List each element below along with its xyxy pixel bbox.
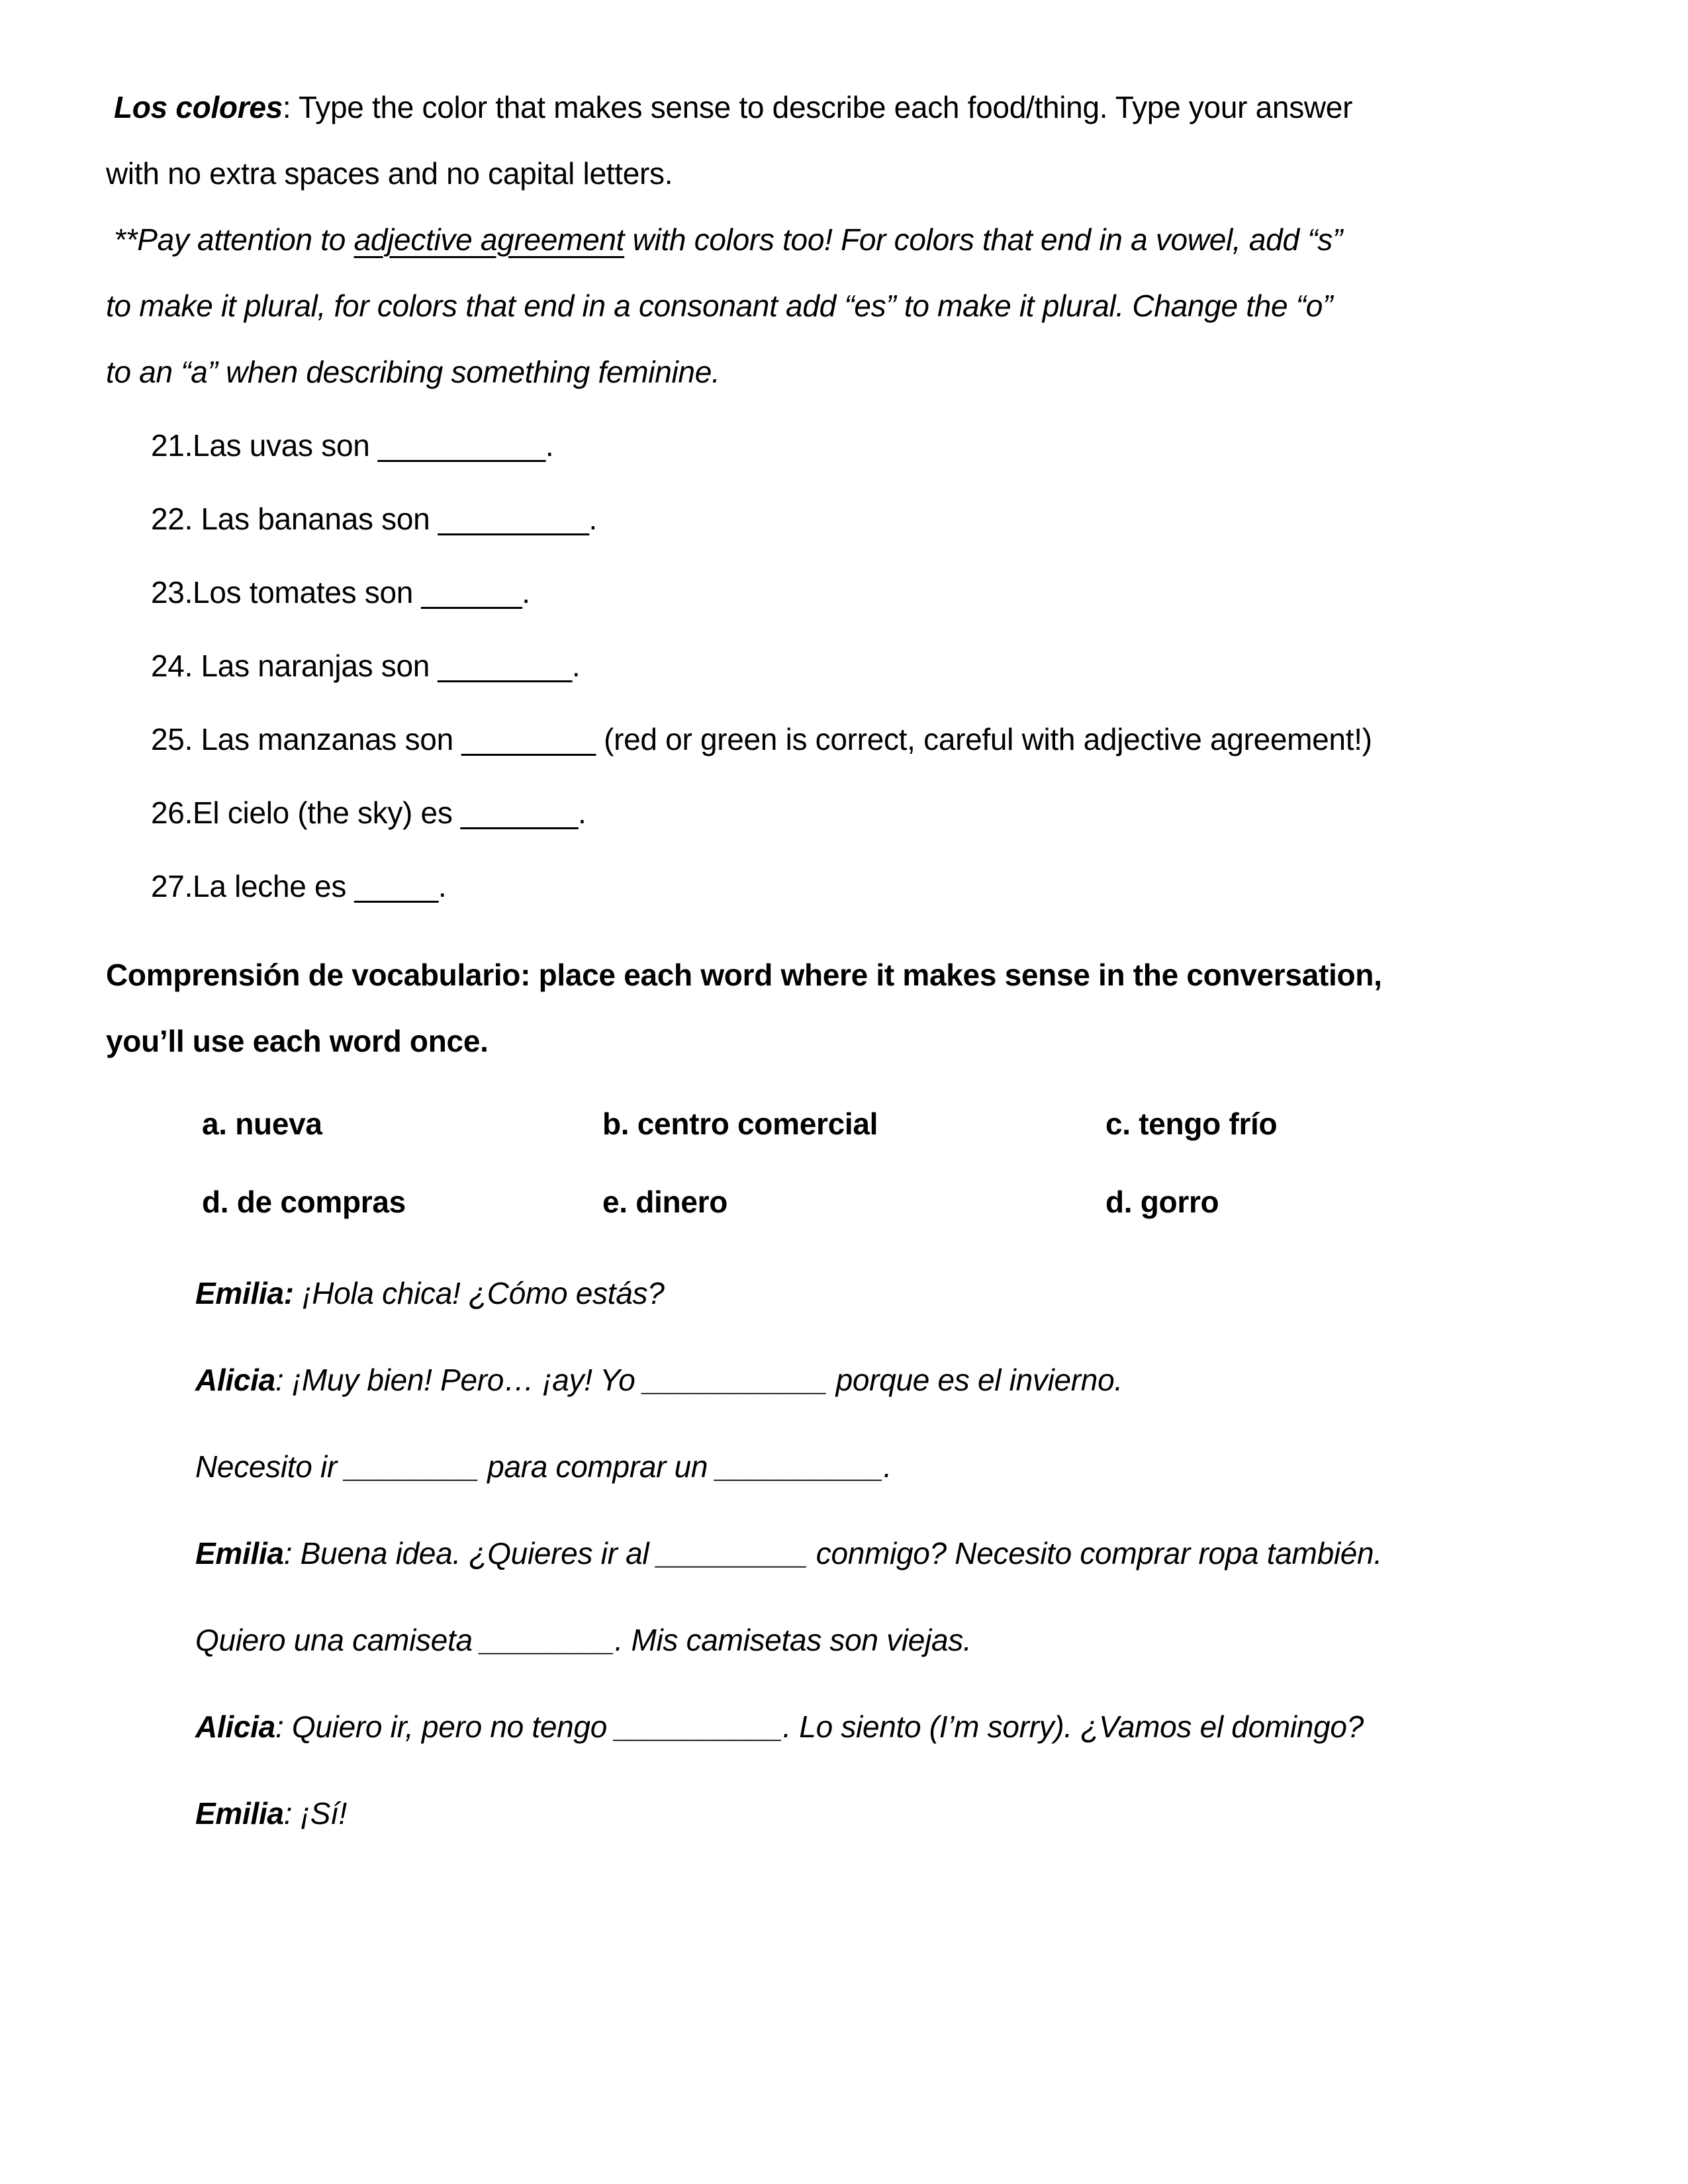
- note-line-1: [106, 206, 1602, 273]
- dialogue-text: : Quiero ir, pero no tengo __________. Lo siento (I’m sorry). ¿Vamos el domingo?: [275, 1709, 1364, 1744]
- color-questions-list: [151, 409, 1602, 923]
- intro-line-2: with no extra spaces and no capital letters.: [106, 156, 673, 191]
- speaker-name: Emilia:: [195, 1276, 294, 1310]
- question-22: 22. Las bananas son _________.: [151, 502, 597, 536]
- dialogue-line-5: [195, 1597, 1602, 1684]
- dialogue-line-1: [195, 1250, 1602, 1337]
- word-bank-item-a: a. nueva: [202, 1107, 322, 1141]
- dialogue-text: : ¡Muy bien! Pero… ¡ay! Yo ___________ porque es el invierno.: [275, 1363, 1123, 1397]
- intro-line-1-text: : Type the color that makes sense to describe each food/thing. Type your answer: [282, 90, 1353, 124]
- note-line-2: to make it plural, for colors that end in a consonant add “es” to make it plural. Change the “o”: [106, 289, 1333, 323]
- question-23: 23.Los tomates son ______.: [151, 575, 530, 610]
- speaker-name: Emilia: [195, 1796, 284, 1831]
- dialogue-text: Quiero una camiseta ________. Mis camisetas son viejas.: [195, 1623, 972, 1657]
- note-line-1-pre: **Pay attention to: [114, 222, 354, 257]
- question-21: 21.Las uvas son __________.: [151, 428, 554, 463]
- question-26: 26.El cielo (the sky) es _______.: [151, 796, 586, 830]
- word-bank-item-e: e. dinero: [602, 1185, 728, 1219]
- dialogue-line-7: [195, 1770, 1602, 1857]
- dialogue-line-3: [195, 1424, 1602, 1510]
- dialogue-line-2: [195, 1337, 1602, 1424]
- word-bank: [202, 1085, 1602, 1241]
- note-line-1-post: with colors too! For colors that end in a vowel, add “s”: [624, 222, 1342, 257]
- dialogue-text: Necesito ir ________ para comprar un __________.: [195, 1449, 892, 1484]
- speaker-name: Alicia: [195, 1363, 275, 1397]
- vocab-section-heading: [106, 942, 1602, 1074]
- conversation: [195, 1250, 1602, 1857]
- word-bank-item-d: d. de compras: [202, 1185, 406, 1219]
- word-bank-row-2: [202, 1163, 1602, 1241]
- word-bank-item-c: c. tengo frío: [1105, 1107, 1278, 1141]
- question-25: 25. Las manzanas son ________ (red or green is correct, careful with adjective agreement!): [151, 722, 1372, 756]
- question-27: 27.La leche es _____.: [151, 869, 447, 903]
- dialogue-text: : ¡Sí!: [283, 1796, 348, 1831]
- dialogue-line-6: [195, 1684, 1602, 1770]
- speaker-name: Emilia: [195, 1536, 284, 1570]
- vocab-heading-line-1: Comprensión de vocabulario: place each word where it makes sense in the conversation,: [106, 958, 1382, 992]
- word-bank-item-f: d. gorro: [1105, 1185, 1219, 1219]
- word-bank-item-b: b. centro comercial: [602, 1107, 878, 1141]
- vocab-heading-line-2: you’ll use each word once.: [106, 1024, 489, 1058]
- word-bank-row-1: [202, 1085, 1602, 1163]
- intro-line-1: [106, 74, 1602, 140]
- section-title-los-colores: Los colores: [114, 90, 283, 124]
- dialogue-line-4: [195, 1510, 1602, 1597]
- dialogue-text: : Buena idea. ¿Quieres ir al _________ conmigo? Necesito comprar ropa también.: [283, 1536, 1382, 1570]
- note-line-3: to an “a” when describing something feminine.: [106, 355, 720, 389]
- dialogue-text: ¡Hola chica! ¿Cómo estás?: [293, 1276, 665, 1310]
- note-underlined-phrase: adjective agreement: [353, 222, 625, 257]
- speaker-name: Alicia: [195, 1709, 275, 1744]
- question-24: 24. Las naranjas son ________.: [151, 649, 581, 683]
